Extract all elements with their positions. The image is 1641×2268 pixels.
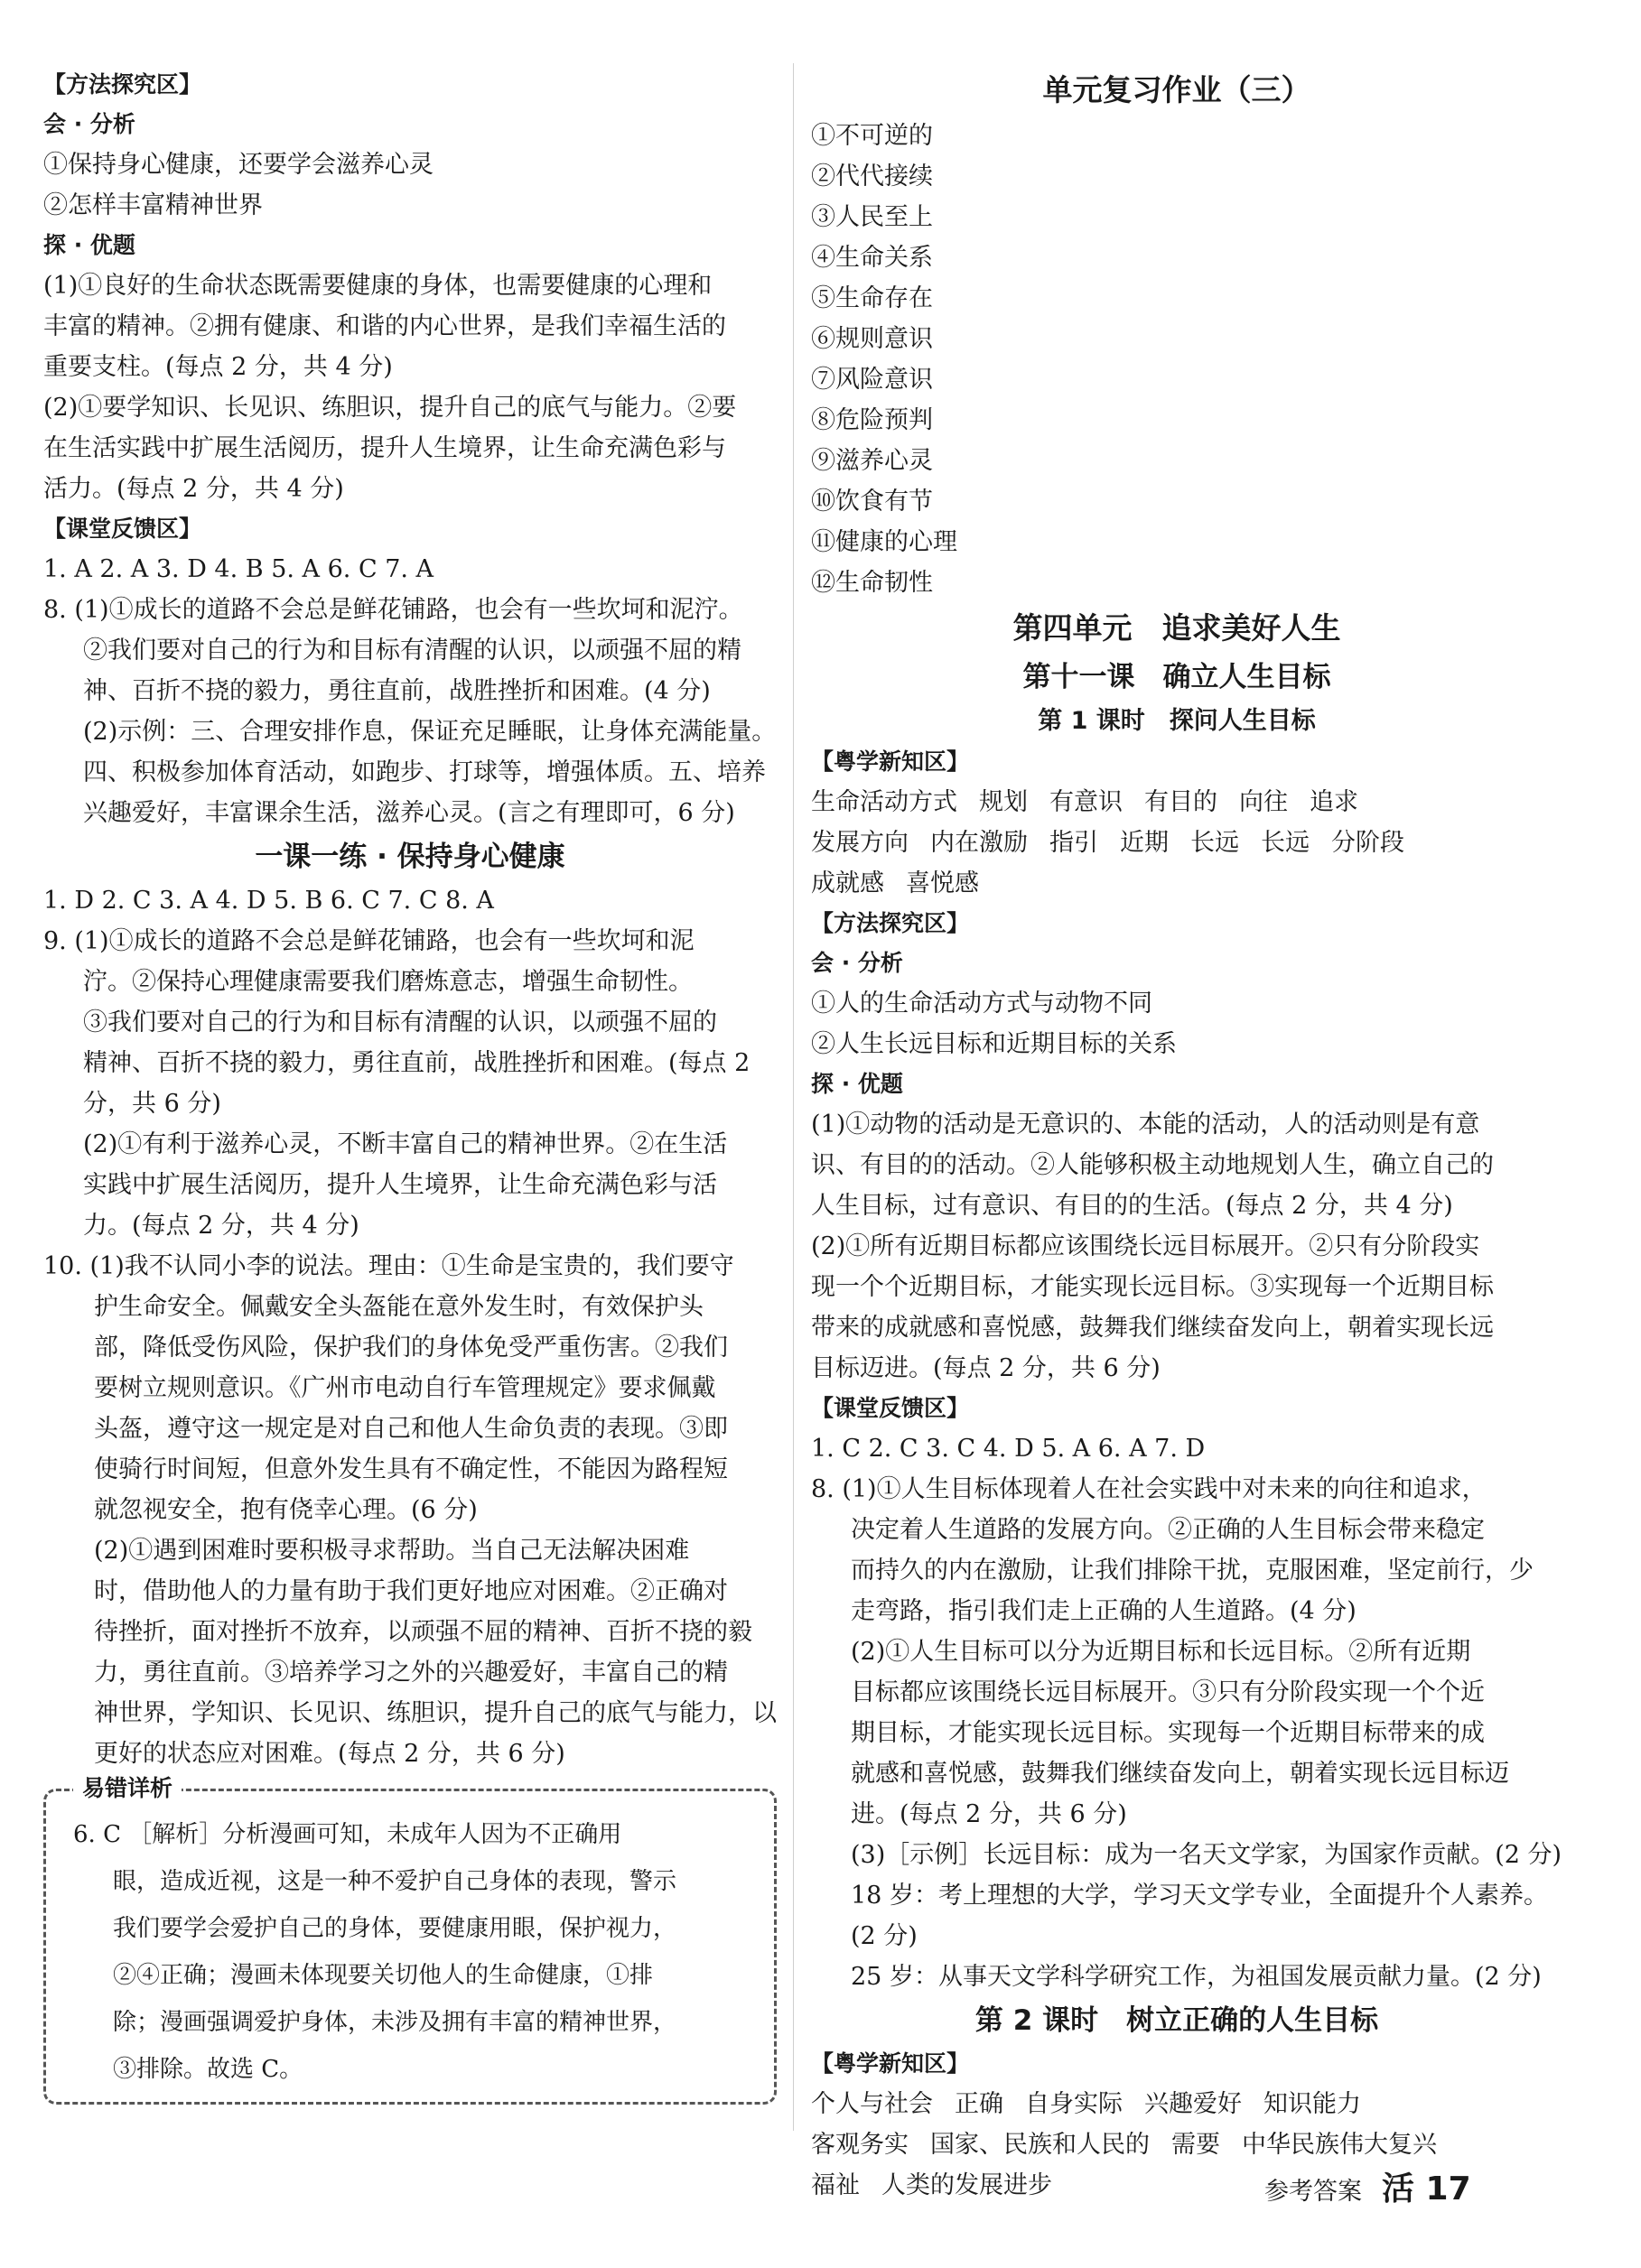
answer-line: 更好的状态应对困难。(每点 2 分，共 6 分): [94, 1740, 565, 1768]
term: 指引: [1049, 829, 1098, 857]
term: 规划: [979, 788, 1028, 816]
answer-line: 10. (1)我不认同小李的说法。理由：①生命是宝贵的，我们要守: [43, 1252, 734, 1280]
error-analysis-line: 除；漫画强调爱护身体，未涉及拥有丰富的精神世界，: [113, 2009, 677, 2036]
choice-answers: 1. D 2. C 3. A 4. D 5. B 6. C 7. C 8. A: [43, 887, 494, 915]
unit-review-title: 单元复习作业（三）: [1042, 72, 1311, 107]
term-row: [811, 2084, 1543, 2124]
term: 正确: [955, 2090, 1003, 2118]
answer-line: 实践中扩展生活阅历，提升人生境界，让生命充满色彩与活: [83, 1171, 717, 1199]
answer-line: ③我们要对自己的行为和目标有清醒的认识，以顽强不屈的: [83, 1009, 717, 1036]
new-knowledge-heading: 【粤学新知区】: [811, 748, 970, 775]
term: 人类的发展进步: [881, 2171, 1052, 2199]
term: 个人与社会: [811, 2090, 933, 2118]
term-row: [811, 823, 1543, 863]
feedback-section-heading: 【课堂反馈区】: [811, 1395, 970, 1421]
answer-line: 在生活实践中扩展生活阅历，提升人生境界，让生命充满色彩与: [43, 434, 726, 462]
answer-line: 分，共 6 分): [83, 1090, 221, 1118]
answer-line: (3)［示例］长远目标：成为一名天文学家，为国家作贡献。(2 分): [851, 1841, 1562, 1869]
new-knowledge-heading: 【粤学新知区】: [811, 2050, 970, 2077]
review-item: ②代代接续: [811, 163, 933, 191]
review-item: ⑦风险意识: [811, 366, 933, 394]
term: 喜悦感: [906, 869, 979, 897]
answer-line: 重要支柱。(每点 2 分，共 4 分): [43, 353, 393, 381]
answer-line: (2)示例：三、合理安排作息，保证充足睡眠，让身体充满能量。: [83, 718, 777, 746]
term: 成就感: [811, 869, 884, 897]
term: 需要: [1171, 2131, 1220, 2159]
term: 有意识: [1049, 788, 1123, 816]
page-footer: [1264, 2163, 1471, 2209]
review-item: ⑪健康的心理: [811, 528, 957, 556]
error-analysis-line: 眼，造成近视，这是一种不爱护自己身体的表现，警示: [113, 1868, 677, 1895]
review-item: ⑤生命存在: [811, 284, 933, 312]
answer-line: 四、积极参加体育活动，如跑步、打球等，增强体质。五、培养: [83, 758, 766, 786]
answer-line: 目标迈进。(每点 2 分，共 6 分): [811, 1354, 1161, 1382]
review-item: ⑩饮食有节: [811, 488, 933, 516]
answer-line: 活力。(每点 2 分，共 4 分): [43, 475, 344, 503]
error-analysis-label: 易错详析: [73, 1773, 182, 1804]
method-section-heading: 【方法探究区】: [43, 71, 202, 98]
term: 近期: [1120, 829, 1169, 857]
column-divider: [793, 63, 794, 2131]
period-title: 第 1 课时 探问人生目标: [1038, 707, 1316, 735]
answer-line: ②我们要对自己的行为和目标有清醒的认识，以顽强不屈的精: [83, 637, 741, 665]
right-column: [811, 65, 1562, 2206]
term-row: [811, 782, 1543, 823]
answer-line: 识、有目的的活动。②人能够积极主动地规划人生，确立自己的: [811, 1151, 1494, 1179]
exploration-heading: 探 · 优题: [43, 232, 135, 258]
term: 长远: [1190, 829, 1239, 857]
term: 有目的: [1144, 788, 1217, 816]
unit-title: 第四单元 追求美好人生: [1012, 610, 1341, 646]
term-row: [811, 2124, 1543, 2165]
answer-line: 力。(每点 2 分，共 4 分): [83, 1212, 359, 1240]
answer-line: 神世界，学知识、长见识、练胆识，提升自己的底气与能力，以: [94, 1699, 777, 1727]
answer-line: 带来的成就感和喜悦感，鼓舞我们继续奋发向上，朝着实现长远: [811, 1314, 1494, 1342]
answer-line: 要树立规则意识。《广州市电动自行车管理规定》要求佩戴: [94, 1374, 716, 1402]
term: 客观务实: [811, 2131, 909, 2159]
answer-line: 决定着人生道路的发展方向。②正确的人生目标会带来稳定: [851, 1516, 1485, 1544]
analysis-item: ②人生长远目标和近期目标的关系: [811, 1030, 1177, 1058]
review-item: ⑫生命韧性: [811, 569, 933, 597]
answer-line: (2)①有利于滋养心灵，不断丰富自己的精神世界。②在生活: [83, 1130, 728, 1158]
term: 中华民族伟大复兴: [1242, 2131, 1437, 2159]
term: 福祉: [811, 2171, 860, 2199]
review-item: ③人民至上: [811, 203, 933, 231]
choice-answers: 1. C 2. C 3. C 4. D 5. A 6. A 7. D: [811, 1435, 1206, 1463]
answer-line: 时，借助他人的力量有助于我们更好地应对困难。②正确对: [94, 1577, 728, 1605]
term: 知识能力: [1263, 2090, 1361, 2118]
review-item: ⑧危险预判: [811, 406, 933, 434]
footer-label: 参考答案: [1264, 2178, 1362, 2206]
answer-line: 护生命安全。佩戴安全头盔能在意外发生时，有效保护头: [94, 1293, 704, 1321]
answer-line: 部，降低受伤风险，保护我们的身体免受严重伤害。②我们: [94, 1334, 728, 1362]
answer-line: (2)①遇到困难时要积极寻求帮助。当自己无法解决困难: [94, 1537, 690, 1565]
answer-line: 精神、百折不挠的毅力，勇往直前，战胜挫折和困难。(每点 2: [83, 1049, 751, 1077]
error-analysis-box: [43, 1775, 777, 2105]
term: 生命活动方式: [811, 788, 957, 816]
exploration-heading: 探 · 优题: [811, 1071, 903, 1097]
answer-line: (2)①要学知识、长见识、练胆识，提升自己的底气与能力。②要: [43, 394, 737, 422]
left-column: [43, 65, 777, 2105]
term: 长远: [1261, 829, 1310, 857]
choice-answers: 1. A 2. A 3. D 4. B 5. A 6. C 7. A: [43, 555, 434, 583]
period-title: 第 2 课时 树立正确的人生目标: [974, 2004, 1379, 2037]
answer-line: 力，勇往直前。③培养学习之外的兴趣爱好，丰富自己的精: [94, 1659, 728, 1687]
practice-title: 一课一练 · 保持身心健康: [255, 841, 565, 873]
answer-line: (2)①所有近期目标都应该围绕长远目标展开。②只有分阶段实: [811, 1232, 1480, 1260]
answer-line: 丰富的精神。②拥有健康、和谐的内心世界，是我们幸福生活的: [43, 312, 726, 340]
answer-line: 8. (1)①成长的道路不会总是鲜花铺路，也会有一些坎坷和泥泞。: [43, 596, 743, 624]
review-item: ④生命关系: [811, 244, 933, 272]
answer-line: 期目标，才能实现长远目标。实现每一个近期目标带来的成: [851, 1719, 1485, 1747]
answer-line: (2)①人生目标可以分为近期目标和长远目标。②所有近期: [851, 1638, 1471, 1666]
answer-line: 使骑行时间短，但意外发生具有不确定性，不能因为路程短: [94, 1455, 728, 1483]
review-item: ⑥规则意识: [811, 325, 933, 353]
review-item: ⑨滋养心灵: [811, 447, 933, 475]
analysis-heading: 会 · 分析: [811, 950, 903, 976]
feedback-section-heading: 【课堂反馈区】: [43, 516, 202, 542]
answer-line: (1)①良好的生命状态既需要健康的身体，也需要健康的心理和: [43, 272, 713, 300]
answer-line: 而持久的内在激励，让我们排除干扰，克服困难，坚定前行，少: [851, 1557, 1534, 1585]
term-row: [811, 863, 1543, 904]
error-analysis-line: ②④正确；漫画未体现要关切他人的生命健康，①排: [113, 1962, 654, 1989]
term: 内在激励: [930, 829, 1028, 857]
lesson-title: 第十一课 确立人生目标: [1022, 661, 1331, 693]
answer-line: (1)①动物的活动是无意识的、本能的活动，人的活动则是有意: [811, 1111, 1480, 1139]
term: 发展方向: [811, 829, 909, 857]
analysis-item: ①人的生命活动方式与动物不同: [811, 990, 1152, 1018]
answer-line: 目标都应该围绕长远目标展开。③只有分阶段实现一个个近: [851, 1678, 1485, 1706]
answer-line: 18 岁：考上理想的大学，学习天文学专业，全面提升个人素养。: [851, 1882, 1548, 1910]
answer-line: 走弯路，指引我们走上正确的人生道路。(4 分): [851, 1597, 1357, 1625]
answer-line: 就感和喜悦感，鼓舞我们继续奋发向上，朝着实现长远目标迈: [851, 1760, 1509, 1788]
answer-line: 8. (1)①人生目标体现着人在社会实践中对未来的向往和追求，: [811, 1475, 1487, 1503]
answer-line: 25 岁：从事天文学科学研究工作，为祖国发展贡献力量。(2 分): [851, 1963, 1542, 1991]
analysis-item: ②怎样丰富精神世界: [43, 191, 263, 219]
answer-line: 兴趣爱好，丰富课余生活，滋养心灵。(言之有理即可，6 分): [83, 799, 735, 827]
answer-line: 神、百折不挠的毅力，勇往直前，战胜挫折和困难。(4 分): [83, 677, 711, 705]
answer-line: 泞。②保持心理健康需要我们磨炼意志，增强生命韧性。: [83, 968, 693, 996]
term: 国家、民族和人民的: [930, 2131, 1150, 2159]
error-analysis-line: 我们要学会爱护自己的身体，要健康用眼，保护视力，: [113, 1915, 677, 1942]
term: 自身实际: [1025, 2090, 1123, 2118]
page-number: 活 17: [1382, 2170, 1471, 2208]
analysis-heading: 会 · 分析: [43, 111, 135, 137]
analysis-item: ①保持身心健康，还要学会滋养心灵: [43, 151, 434, 179]
answer-line: 就忽视安全，抱有侥幸心理。(6 分): [94, 1496, 478, 1524]
method-section-heading: 【方法探究区】: [811, 910, 970, 936]
error-analysis-line: 6. C ［解析］分析漫画可知，未成年人因为不正确用: [73, 1821, 622, 1848]
answer-line: 待挫折，面对挫折不放弃，以顽强不屈的精神、百折不挠的毅: [94, 1618, 752, 1646]
term: 兴趣爱好: [1144, 2090, 1242, 2118]
term: 追求: [1310, 788, 1358, 816]
answer-line: 现一个个近期目标，才能实现长远目标。③实现每一个近期目标: [811, 1273, 1494, 1301]
error-analysis-line: ③排除。故选 C。: [113, 2056, 303, 2083]
answer-line: (2 分): [851, 1922, 918, 1950]
answer-line: 人生目标，过有意识、有目的的生活。(每点 2 分，共 4 分): [811, 1192, 1453, 1220]
answer-line: 进。(每点 2 分，共 6 分): [851, 1800, 1127, 1828]
answer-line: 9. (1)①成长的道路不会总是鲜花铺路，也会有一些坎坷和泥: [43, 927, 695, 955]
term: 分阶段: [1331, 829, 1404, 857]
term: 向往: [1239, 788, 1288, 816]
answer-line: 头盔，遵守这一规定是对自己和他人生命负责的表现。③即: [94, 1415, 728, 1443]
review-item: ①不可逆的: [811, 122, 933, 150]
